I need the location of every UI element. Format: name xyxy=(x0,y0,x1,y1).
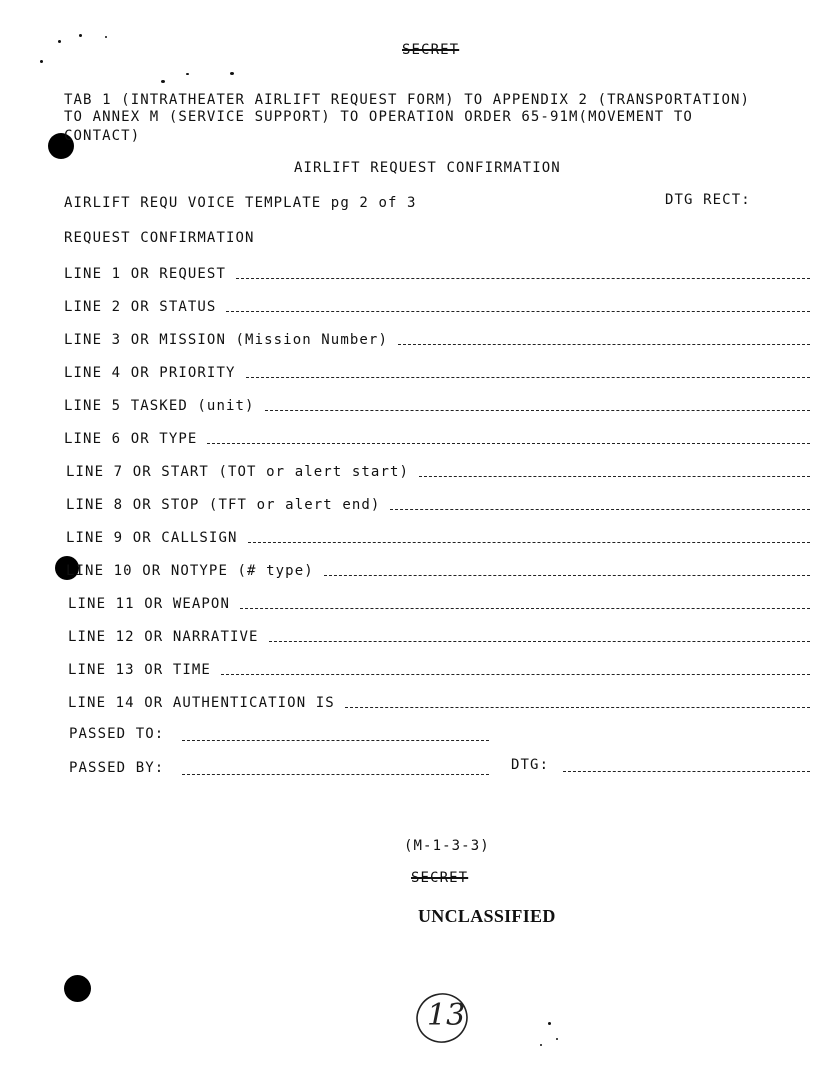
fill-in-blank[interactable] xyxy=(324,575,810,576)
form-line-label: LINE 1 OR REQUEST xyxy=(64,266,226,282)
handwritten-number: 13 xyxy=(427,998,466,1033)
form-line-2 xyxy=(64,295,810,315)
unclassified-marking: UNCLASSIFIED xyxy=(418,906,556,926)
passed-to-blank[interactable] xyxy=(182,740,489,741)
fill-in-blank[interactable] xyxy=(398,344,810,345)
fill-in-blank[interactable] xyxy=(236,278,810,279)
fill-in-blank[interactable] xyxy=(248,542,810,543)
binder-hole-bottom xyxy=(64,975,91,1002)
scan-speck xyxy=(230,72,234,75)
tab-title-line-3: CONTACT) xyxy=(64,128,141,144)
form-line-label: LINE 13 OR TIME xyxy=(68,662,211,678)
tab-title-line-2: TO ANNEX M (SERVICE SUPPORT) TO OPERATION ORDER 65-91M(MOVEMENT TO xyxy=(64,109,693,125)
classification-top: SECRET xyxy=(402,42,460,58)
fill-in-blank[interactable] xyxy=(419,476,810,477)
form-line-11 xyxy=(68,592,810,612)
form-line-1 xyxy=(64,262,810,282)
form-line-label: LINE 6 OR TYPE xyxy=(64,431,198,447)
passed-by-blank[interactable] xyxy=(182,774,489,775)
classification-bottom: SECRET xyxy=(411,870,469,886)
form-line-label: LINE 2 OR STATUS xyxy=(64,299,217,315)
dtg-label: DTG: xyxy=(511,757,550,773)
fill-in-blank[interactable] xyxy=(240,608,810,609)
dtg-blank[interactable] xyxy=(563,771,810,772)
form-line-label: LINE 8 OR STOP (TFT or alert end) xyxy=(66,497,381,513)
scan-speck xyxy=(161,80,165,83)
scan-speck xyxy=(556,1038,558,1040)
fill-in-blank[interactable] xyxy=(390,509,810,510)
form-line-label: LINE 12 OR NARRATIVE xyxy=(68,629,259,645)
form-line-label: LINE 7 OR START (TOT or alert start) xyxy=(66,464,410,480)
fill-in-blank[interactable] xyxy=(265,410,810,411)
form-line-6 xyxy=(64,427,810,447)
template-label: AIRLIFT REQU VOICE TEMPLATE pg 2 of 3 xyxy=(64,195,417,211)
fill-in-blank[interactable] xyxy=(221,674,810,675)
form-line-13 xyxy=(68,658,810,678)
fill-in-blank[interactable] xyxy=(207,443,810,444)
dtg-rect-label: DTG RECT: xyxy=(665,192,751,208)
scan-speck xyxy=(186,73,189,75)
handwritten-page-number xyxy=(414,990,470,1046)
form-line-label: LINE 4 OR PRIORITY xyxy=(64,365,236,381)
form-line-9 xyxy=(66,526,810,546)
scan-speck xyxy=(540,1044,542,1046)
page-reference: (M-1-3-3) xyxy=(404,838,490,854)
form-line-label: LINE 10 OR NOTYPE (# type) xyxy=(66,563,314,579)
form-title: AIRLIFT REQUEST CONFIRMATION xyxy=(294,160,561,176)
form-line-12 xyxy=(68,625,810,645)
form-line-3 xyxy=(64,328,810,348)
form-line-7 xyxy=(66,460,810,480)
scan-speck xyxy=(548,1022,551,1025)
form-line-8 xyxy=(66,493,810,513)
passed-to-label: PASSED TO: xyxy=(69,726,165,742)
scan-speck xyxy=(40,60,43,63)
section-label: REQUEST CONFIRMATION xyxy=(64,230,255,246)
scan-speck xyxy=(79,34,82,37)
scan-speck xyxy=(105,36,107,38)
form-line-label: LINE 5 TASKED (unit) xyxy=(64,398,255,414)
fill-in-blank[interactable] xyxy=(269,641,810,642)
fill-in-blank[interactable] xyxy=(226,311,810,312)
form-line-label: LINE 14 OR AUTHENTICATION IS xyxy=(68,695,335,711)
fill-in-blank[interactable] xyxy=(345,707,810,708)
form-line-4 xyxy=(64,361,810,381)
tab-title-line-1: TAB 1 (INTRATHEATER AIRLIFT REQUEST FORM) TO APPENDIX 2 (TRANSPORTATION) xyxy=(64,92,751,108)
form-line-14 xyxy=(68,691,810,711)
form-line-10 xyxy=(66,559,810,579)
form-line-label: LINE 11 OR WEAPON xyxy=(68,596,230,612)
fill-in-blank[interactable] xyxy=(246,377,810,378)
form-line-5 xyxy=(64,394,810,414)
form-line-label: LINE 9 OR CALLSIGN xyxy=(66,530,238,546)
form-line-label: LINE 3 OR MISSION (Mission Number) xyxy=(64,332,388,348)
scan-speck xyxy=(58,40,61,43)
passed-by-label: PASSED BY: xyxy=(69,760,165,776)
